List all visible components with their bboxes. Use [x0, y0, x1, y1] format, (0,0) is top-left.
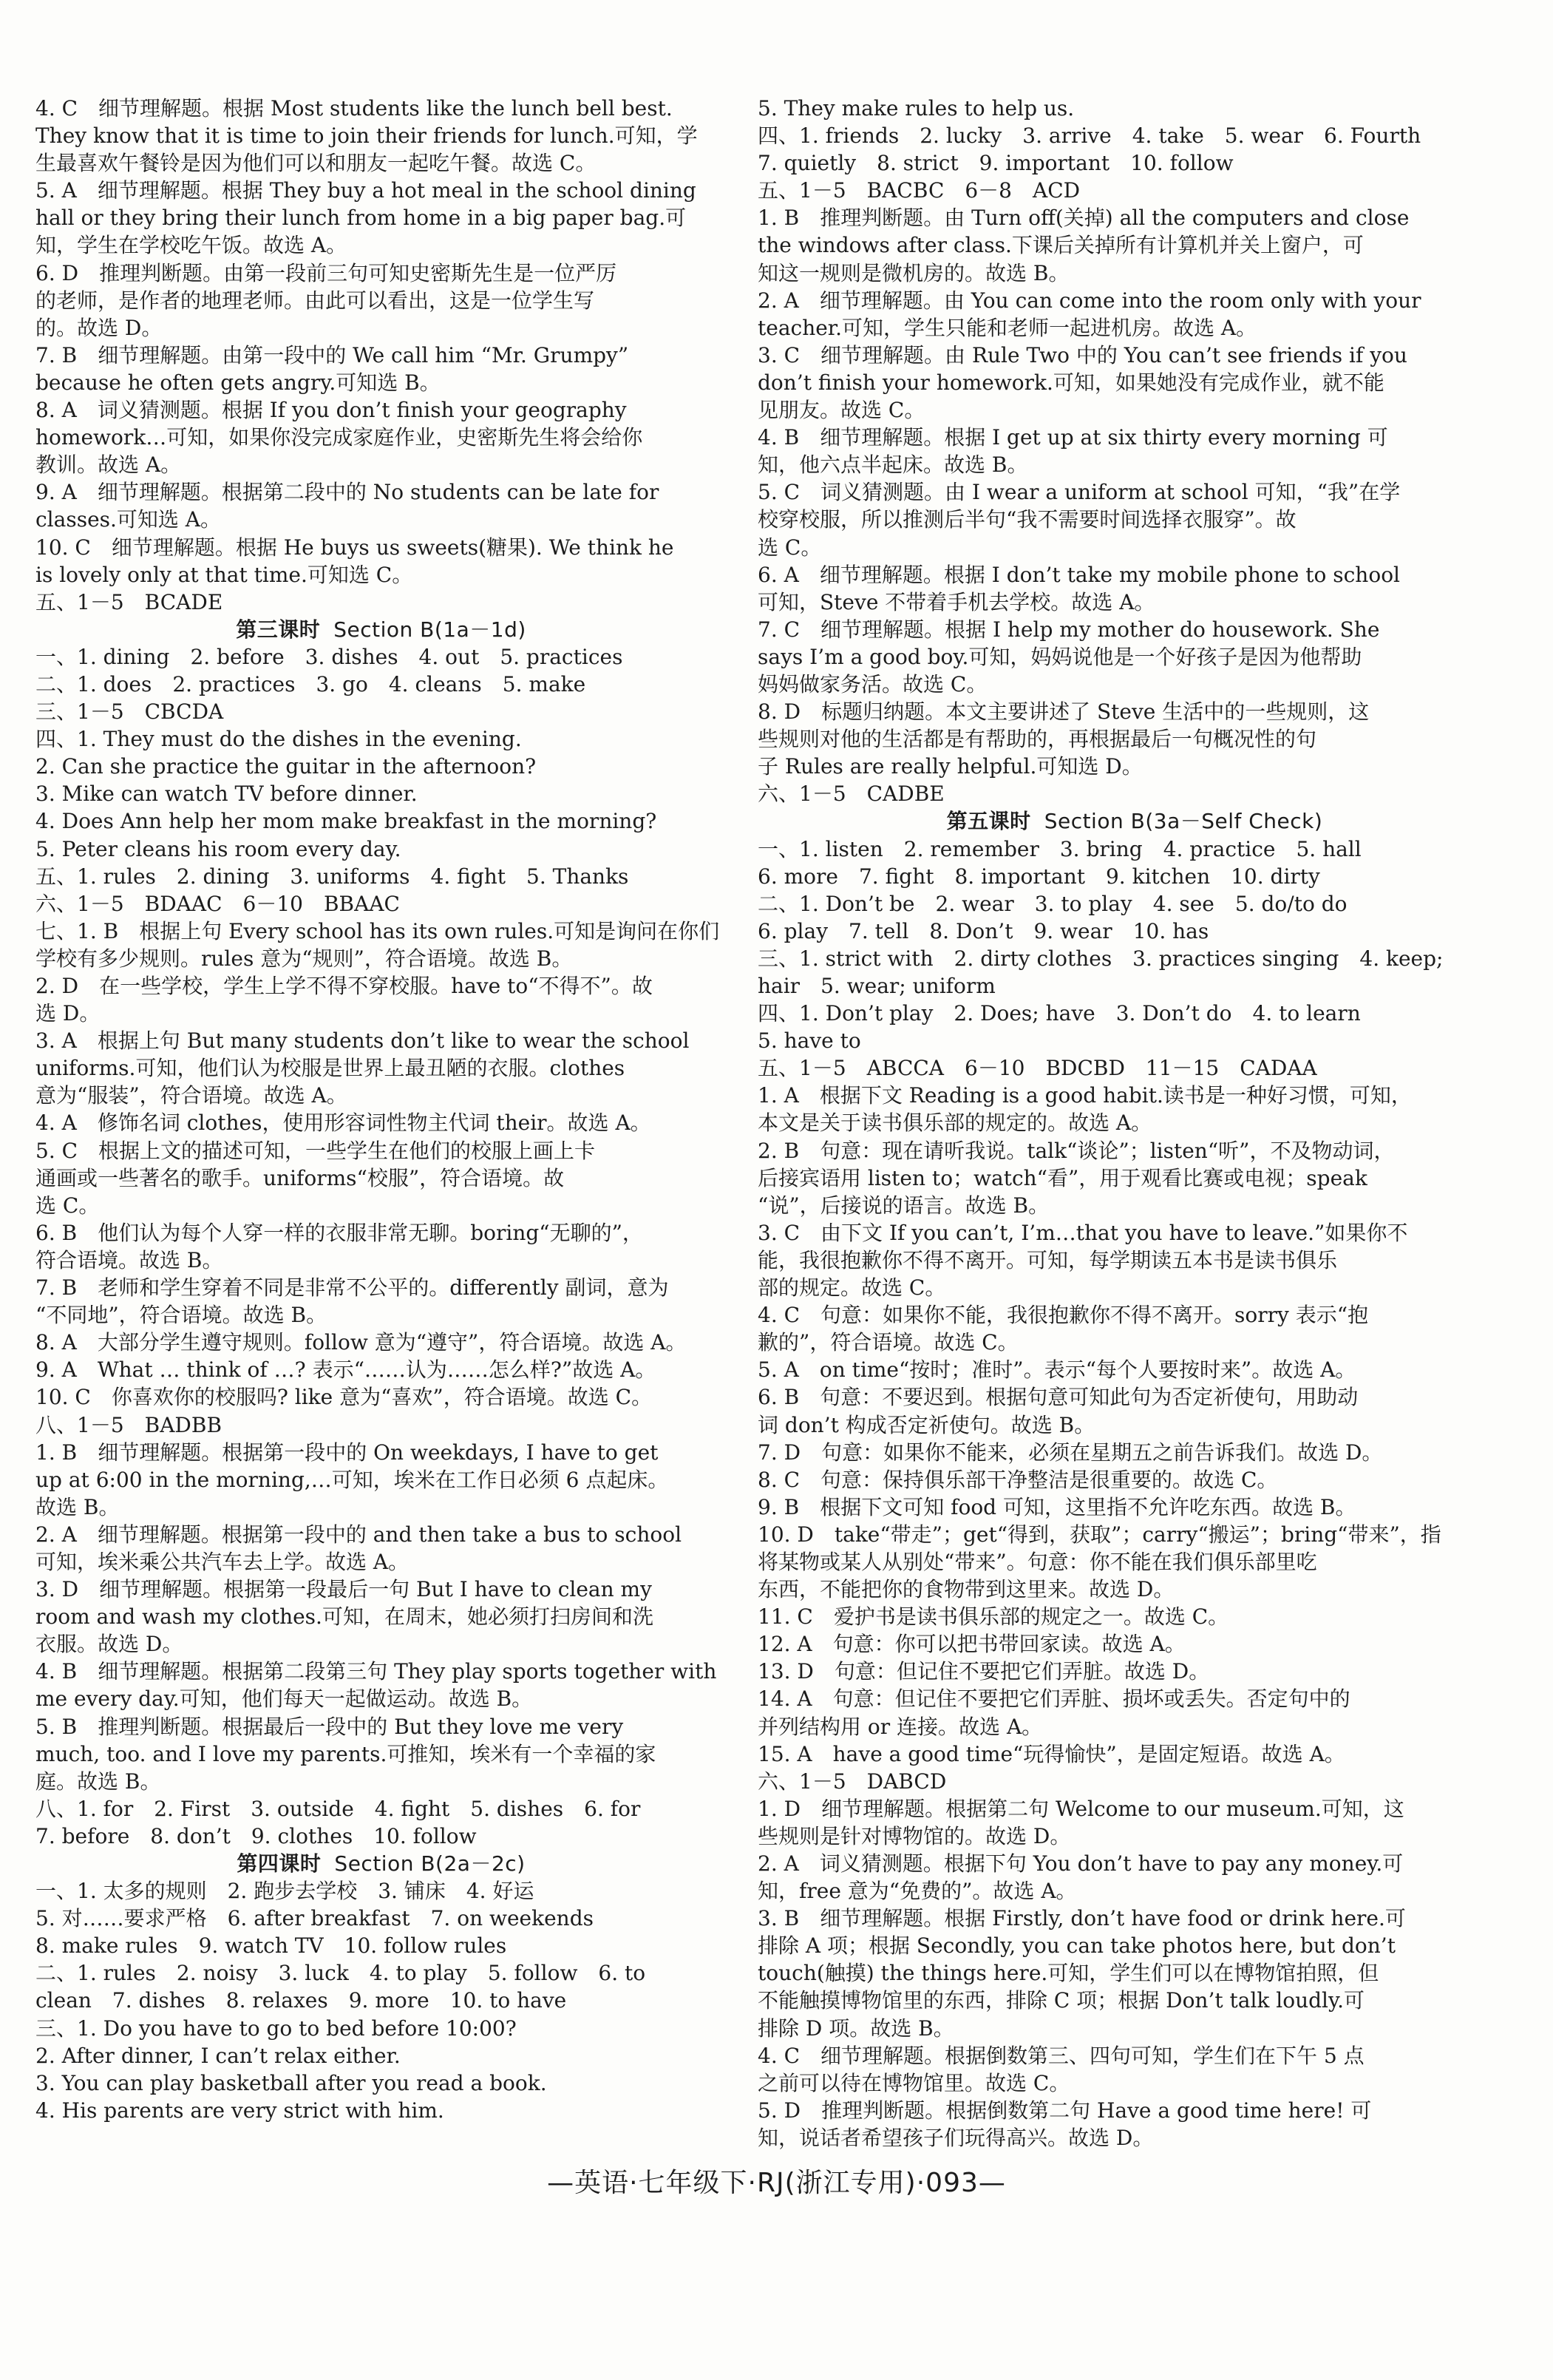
- answer-line: 10. C 细节理解题。根据 He buys us sweets(糖果). We think he: [35, 535, 674, 560]
- answer-line: 妈妈做家务活。故选 C。: [758, 671, 988, 696]
- lesson-heading: [35, 616, 727, 643]
- answer-line: 12. A 句意：你可以把书带回家读。故选 A。: [758, 1632, 1186, 1657]
- answer-line: 一、1. 太多的规则 2. 跑步去学校 3. 铺床 4. 好运: [35, 1879, 534, 1904]
- answer-line: 1. B 细节理解题。根据第一段中的 On weekdays, I have to get: [35, 1440, 659, 1465]
- answer-line: 10. D take“带走”；get“得到，获取”；carry“搬运”；bring“带来”，指: [758, 1522, 1441, 1547]
- answer-line: teacher.可知，学生只能和老师一起进机房。故选 A。: [758, 315, 1257, 340]
- answer-line: 5. B 推理判断题。根据最后一段中的 But they love me very: [35, 1714, 624, 1739]
- answer-line: don’t finish your homework.可知，如果她没有完成作业，就不能: [758, 370, 1384, 395]
- answer-line: 八、1. for 2. First 3. outside 4. fight 5. dishes 6. for: [35, 1796, 641, 1821]
- answer-line: because he often gets angry.可知选 B。: [35, 370, 441, 395]
- answer-line: 五、1－5 BCADE: [35, 589, 223, 614]
- answer-line: 通画或一些著名的歌手。uniforms“校服”，符合语境。故: [35, 1165, 565, 1190]
- answer-line: 3. D 细节理解题。根据第一段最后一句 But I have to clean my: [35, 1577, 652, 1602]
- answer-line: 5. have to: [758, 1028, 861, 1054]
- lesson-section: Section B(3a－Self Check): [1044, 809, 1323, 834]
- answer-line: me every day.可知，他们每天一起做运动。故选 B。: [35, 1686, 533, 1712]
- answer-line: 2. A 细节理解题。根据第一段中的 and then take a bus to school: [35, 1522, 682, 1547]
- lesson-heading: [758, 807, 1512, 835]
- answer-line: 4. C 句意：如果你不能，我很抱歉你不得不离开。sorry 表示“抱: [758, 1303, 1369, 1328]
- answer-line: 14. A 句意：但记住不要把它们弄脏、损坏或丢失。否定句中的: [758, 1686, 1350, 1712]
- answer-line: 故选 B。: [35, 1494, 120, 1519]
- answer-line: 5. A 细节理解题。根据 They buy a hot meal in the school dining: [35, 178, 696, 203]
- answer-line: 7. quietly 8. strict 9. important 10. follow: [758, 151, 1234, 176]
- answer-line: 歉的”，符合语境。故选 C。: [758, 1330, 1019, 1355]
- answer-line: 符合语境。故选 B。: [35, 1247, 223, 1272]
- answer-line: 3. C 由下文 If you can’t, I’m…that you have to leave.”如果你不: [758, 1220, 1408, 1245]
- answer-line: 后接宾语用 listen to；watch“看”，用于观看比赛或电视；speak: [758, 1165, 1367, 1190]
- answer-line: 生最喜欢午餐铃是因为他们可以和朋友一起吃午餐。故选 C。: [35, 151, 597, 176]
- answer-line: 四、1. They must do the dishes in the evening.: [35, 727, 522, 752]
- answer-line: 6. D 推理判断题。由第一段前三句可知史密斯先生是一位严厉: [35, 260, 617, 285]
- lesson-section: Section B(1a－1d): [333, 617, 526, 642]
- answer-line: 教训。故选 A。: [35, 452, 182, 478]
- answer-line: 将某物或某人从别处“带来”。句意：你不能在我们俱乐部里吃: [758, 1549, 1317, 1574]
- answer-line: 4. B 细节理解题。根据第二段第三句 They play sports together with: [35, 1659, 717, 1684]
- answer-line: the windows after class.下课后关掉所有计算机并关上窗户，可: [758, 233, 1364, 258]
- answer-line: 能，我很抱歉你不得不离开。可知，每学期读五本书是读书俱乐: [758, 1247, 1338, 1272]
- answer-line: 不能触摸博物馆里的东西，排除 C 项；根据 Don’t talk loudly.可: [758, 1988, 1365, 2013]
- answer-line: 选 D。: [35, 1001, 101, 1026]
- answer-line: 衣服。故选 D。: [35, 1632, 183, 1657]
- answer-line: 1. D 细节理解题。根据第二句 Welcome to our museum.可知，这: [758, 1796, 1404, 1821]
- answer-line: much, too. and I love my parents.可推知，埃米有一个幸福的家: [35, 1741, 656, 1766]
- answer-line: is lovely only at that time.可知选 C。: [35, 562, 413, 587]
- answer-line: up at 6:00 in the morning,…可知，埃米在工作日必须 6 点起床。: [35, 1467, 669, 1492]
- answer-line: 知这一规则是微机房的。故选 B。: [758, 260, 1070, 285]
- answer-line: 8. A 词义猜测题。根据 If you don’t finish your geography: [35, 398, 627, 423]
- answer-line: 2. A 细节理解题。由 You can come into the room only with your: [758, 288, 1421, 313]
- answer-line: hair 5. wear; uniform: [758, 974, 996, 998]
- answer-line: 知，学生在学校吃午饭。故选 A。: [35, 233, 347, 258]
- answer-line: room and wash my clothes.可知，在周末，她必须打扫房间和洗: [35, 1604, 653, 1630]
- answer-line: 校穿校服，所以推测后半句“我不需要时间选择衣服穿”。故: [758, 507, 1297, 532]
- answer-line: 5. 对……要求严格 6. after breakfast 7. on weekends: [35, 1906, 594, 1931]
- answer-line: 六、1－5 DABCD: [758, 1769, 947, 1794]
- answer-line: classes.可知选 A。: [35, 507, 222, 532]
- answer-line: 3. You can play basketball after you read a book.: [35, 2070, 547, 2095]
- answer-line: hall or they bring their lunch from home in a big paper bag.可: [35, 206, 687, 231]
- answer-line: 3. Mike can watch TV before dinner.: [35, 782, 418, 807]
- answer-line: 7. C 细节理解题。根据 I help my mother do housework. She: [758, 617, 1380, 642]
- answer-line: 11. C 爱护书是读书俱乐部的规定之一。故选 C。: [758, 1604, 1229, 1630]
- answer-line: 学校有多少规则。rules 意为“规则”，符合语境。故选 B。: [35, 946, 573, 971]
- lesson-title: 第三课时: [236, 617, 321, 642]
- lesson-section: Section B(2a－2c): [334, 1851, 526, 1876]
- answer-line: 可知，埃米乘公共汽车去上学。故选 A。: [35, 1549, 410, 1574]
- answer-line: 6. more 7. fight 8. important 9. kitchen 10. dirty: [758, 864, 1320, 889]
- answer-line: 二、1. rules 2. noisy 3. luck 4. to play 5. follow 6. to: [35, 1961, 646, 1986]
- answer-line: 7. B 细节理解题。由第一段中的 We call him “Mr. Grumpy”: [35, 342, 629, 367]
- answer-line: 六、1－5 BDAAC 6－10 BBAAC: [35, 891, 400, 916]
- answer-line: 6. B 他们认为每个人穿一样的衣服非常无聊。boring“无聊的”，: [35, 1220, 643, 1245]
- answer-line: 15. A have a good time“玩得愉快”，是固定短语。故选 A。: [758, 1741, 1345, 1766]
- answer-line: 3. B 细节理解题。根据 Firstly, don’t have food or drink here.可: [758, 1906, 1406, 1931]
- answer-line: 见朋友。故选 C。: [758, 398, 925, 423]
- answer-line: says I’m a good boy.可知，妈妈说他是一个好孩子是因为他帮助: [758, 644, 1362, 669]
- answer-line: 5. C 词义猜测题。由 I wear a uniform at school 可知，“我”在学: [758, 480, 1401, 505]
- answer-line: 5. A on time“按时；准时”。表示“每个人要按时来”。故选 A。: [758, 1357, 1356, 1383]
- answer-line: 可知，Steve 不带着手机去学校。故选 A。: [758, 589, 1155, 614]
- answer-line: 二、1. Don’t be 2. wear 3. to play 4. see 5. do/to do: [758, 891, 1348, 916]
- answer-line: 排除 D 项。故选 B。: [758, 2015, 954, 2041]
- answer-line: 部的规定。故选 C。: [758, 1275, 946, 1301]
- answer-line: homework…可知，如果你没完成家庭作业，史密斯先生将会给你: [35, 425, 643, 450]
- answer-line: 9. A 细节理解题。根据第二段中的 No students can be late for: [35, 480, 659, 505]
- answer-line: 4. His parents are very strict with him.: [35, 2098, 444, 2123]
- answer-line: 选 C。: [758, 535, 822, 560]
- answer-line: 8. make rules 9. watch TV 10. follow rules: [35, 1933, 507, 1959]
- answer-line: 6. play 7. tell 8. Don’t 9. wear 10. has: [758, 918, 1209, 943]
- answer-line: 排除 A 项；根据 Secondly, you can take photos here, but don’t: [758, 1933, 1396, 1959]
- answer-line: 四、1. friends 2. lucky 3. arrive 4. take 5. wear 6. Fourth: [758, 123, 1421, 149]
- answer-line: 6. A 细节理解题。根据 I don’t take my mobile phone to school: [758, 562, 1401, 587]
- answer-line: 七、1. B 根据上句 Every school has its own rules.可知是询问在你们: [35, 918, 720, 943]
- answer-line: 三、1－5 CBCDA: [35, 699, 224, 725]
- answer-line: 8. D 标题归纳题。本文主要讲述了 Steve 生活中的一些规则，这: [758, 699, 1370, 725]
- answer-line: 2. D 在一些学校，学生上学不得不穿校服。have to“不得不”。故: [35, 974, 653, 998]
- answer-line: 13. D 句意：但记住不要把它们弄脏。故选 D。: [758, 1659, 1210, 1684]
- answer-line: 一、1. listen 2. remember 3. bring 4. practice 5. hall: [758, 836, 1362, 861]
- answer-line: 7. D 句意：如果你不能来，必须在星期五之前告诉我们。故选 D。: [758, 1440, 1383, 1465]
- answer-line: 的老师，是作者的地理老师。由此可以看出，这是一位学生写: [35, 288, 595, 313]
- answer-line: 7. B 老师和学生穿着不同是非常不公平的。differently 副词，意为: [35, 1275, 669, 1301]
- answer-line: 三、1. Do you have to go to bed before 10:00?: [35, 2015, 517, 2041]
- answer-line: 些规则是针对博物馆的。故选 D。: [758, 1823, 1071, 1848]
- answer-line: 4. B 细节理解题。根据 I get up at six thirty every morning 可: [758, 425, 1388, 450]
- answer-line: clean 7. dishes 8. relaxes 9. more 10. to have: [35, 1988, 567, 2013]
- answer-line: 四、1. Don’t play 2. Does; have 3. Don’t do 4. to learn: [758, 1001, 1361, 1026]
- answer-line: 9. A What … think of …? 表示“……认为……怎么样?”故选 A。: [35, 1357, 656, 1383]
- answer-line: 1. A 根据下文 Reading is a good habit.读书是一种好习惯，可知，: [758, 1083, 1412, 1108]
- answer-line: 8. A 大部分学生遵守规则。follow 意为“遵守”，符合语境。故选 A。: [35, 1330, 687, 1355]
- lesson-heading: [35, 1850, 727, 1877]
- answer-line: 六、1－5 CADBE: [758, 782, 945, 807]
- answer-line: 5. They make rules to help us.: [758, 96, 1075, 121]
- answer-line: 4. C 细节理解题。根据 Most students like the lunch bell best.: [35, 96, 673, 121]
- answer-line: 4. C 细节理解题。根据倒数第三、四句可知，学生们在下午 5 点: [758, 2043, 1365, 2068]
- answer-line: 2. A 词义猜测题。根据下句 You don’t have to pay any money.可: [758, 1851, 1404, 1876]
- answer-line: 一、1. dining 2. before 3. dishes 4. out 5. practices: [35, 644, 623, 669]
- answer-line: “说”，后接说的语言。故选 B。: [758, 1193, 1050, 1218]
- answer-line: 9. B 根据下文可知 food 可知，这里指不允许吃东西。故选 B。: [758, 1494, 1356, 1519]
- answer-line: 并列结构用 or 连接。故选 A。: [758, 1714, 1043, 1739]
- answer-line: They know that it is time to join their friends for lunch.可知，学: [35, 123, 698, 149]
- answer-line: 3. A 根据上句 But many students don’t like to wear the school: [35, 1028, 690, 1054]
- answer-line: 东西，不能把你的食物带到这里来。故选 D。: [758, 1577, 1175, 1602]
- answer-line: 选 C。: [35, 1193, 100, 1218]
- right-column: [758, 95, 1512, 2152]
- answer-line: 5. Peter cleans his room every day.: [35, 836, 401, 861]
- answer-line: 词 don’t 构成否定祈使句。故选 B。: [758, 1412, 1095, 1437]
- answer-line: 5. C 根据上文的描述可知，一些学生在他们的校服上画上卡: [35, 1138, 596, 1163]
- answer-line: 的。故选 D。: [35, 315, 163, 340]
- answer-line: 4. A 修饰名词 clothes，使用形容词性物主代词 their。故选 A。: [35, 1111, 651, 1136]
- answer-line: 2. After dinner, I can’t relax either.: [35, 2043, 401, 2068]
- answer-line: 本文是关于读书俱乐部的规定的。故选 A。: [758, 1111, 1152, 1136]
- answer-line: 10. C 你喜欢你的校服吗? like 意为“喜欢”，符合语境。故选 C。: [35, 1385, 653, 1410]
- answer-line: 八、1－5 BADBB: [35, 1412, 222, 1437]
- answer-line: 二、1. does 2. practices 3. go 4. cleans 5. make: [35, 671, 586, 696]
- lesson-title: 第四课时: [237, 1851, 322, 1876]
- answer-line: touch(触摸) the things here.可知，学生们可以在博物馆拍照，但: [758, 1961, 1379, 1986]
- answer-line: 五、1－5 ABCCA 6－10 BDCBD 11－15 CADAA: [758, 1056, 1317, 1081]
- answer-line: 2. B 句意：现在请听我说。talk“谈论”；listen“听”，不及物动词，: [758, 1138, 1395, 1163]
- answer-line: uniforms.可知，他们认为校服是世界上最丑陋的衣服。clothes: [35, 1056, 625, 1081]
- answer-line: 五、1. rules 2. dining 3. uniforms 4. fight 5. Thanks: [35, 864, 629, 889]
- answer-line: 2. Can she practice the guitar in the afternoon?: [35, 754, 537, 779]
- answer-line: 1. B 推理判断题。由 Turn off(关掉) all the computers and close: [758, 206, 1410, 231]
- answer-line: 些规则对他的生活都是有帮助的，再根据最后一句概况性的句: [758, 727, 1317, 752]
- answer-line: 意为“服装”，符合语境。故选 A。: [35, 1083, 347, 1108]
- lesson-title: 第五课时: [946, 809, 1031, 834]
- answer-line: 6. B 句意：不要迟到。根据句意可知此句为否定祈使句，用助动: [758, 1385, 1359, 1410]
- answer-line: 3. C 细节理解题。由 Rule Two 中的 You can’t see friends if you: [758, 342, 1407, 367]
- answer-line: 五、1－5 BACBC 6－8 ACD: [758, 178, 1081, 203]
- answer-line: 知，说话者希望孩子们玩得高兴。故选 D。: [758, 2125, 1154, 2150]
- answer-line: 5. D 推理判断题。根据倒数第二句 Have a good time here! 可: [758, 2098, 1372, 2123]
- answer-line: 之前可以待在博物馆里。故选 C。: [758, 2070, 1070, 2095]
- answer-line: 4. Does Ann help her mom make breakfast in the morning?: [35, 809, 657, 834]
- page-footer: —英语·七年级下·RJ(浙江专用)·093—: [547, 2168, 1006, 2198]
- answer-line: “不同地”，符合语境。故选 B。: [35, 1303, 327, 1328]
- answer-line: 庭。故选 B。: [35, 1769, 161, 1794]
- answer-line: 知，free 意为“免费的”。故选 A。: [758, 1879, 1077, 1904]
- answer-line: 三、1. strict with 2. dirty clothes 3. practices singing 4. keep;: [758, 946, 1444, 971]
- answer-line: 8. C 句意：保持俱乐部干净整洁是很重要的。故选 C。: [758, 1467, 1278, 1492]
- answer-line: 7. before 8. don’t 9. clothes 10. follow: [35, 1823, 477, 1848]
- left-column: [35, 95, 727, 2124]
- answer-line: 知，他六点半起床。故选 B。: [758, 452, 1028, 478]
- answer-line: 子 Rules are really helpful.可知选 D。: [758, 754, 1143, 779]
